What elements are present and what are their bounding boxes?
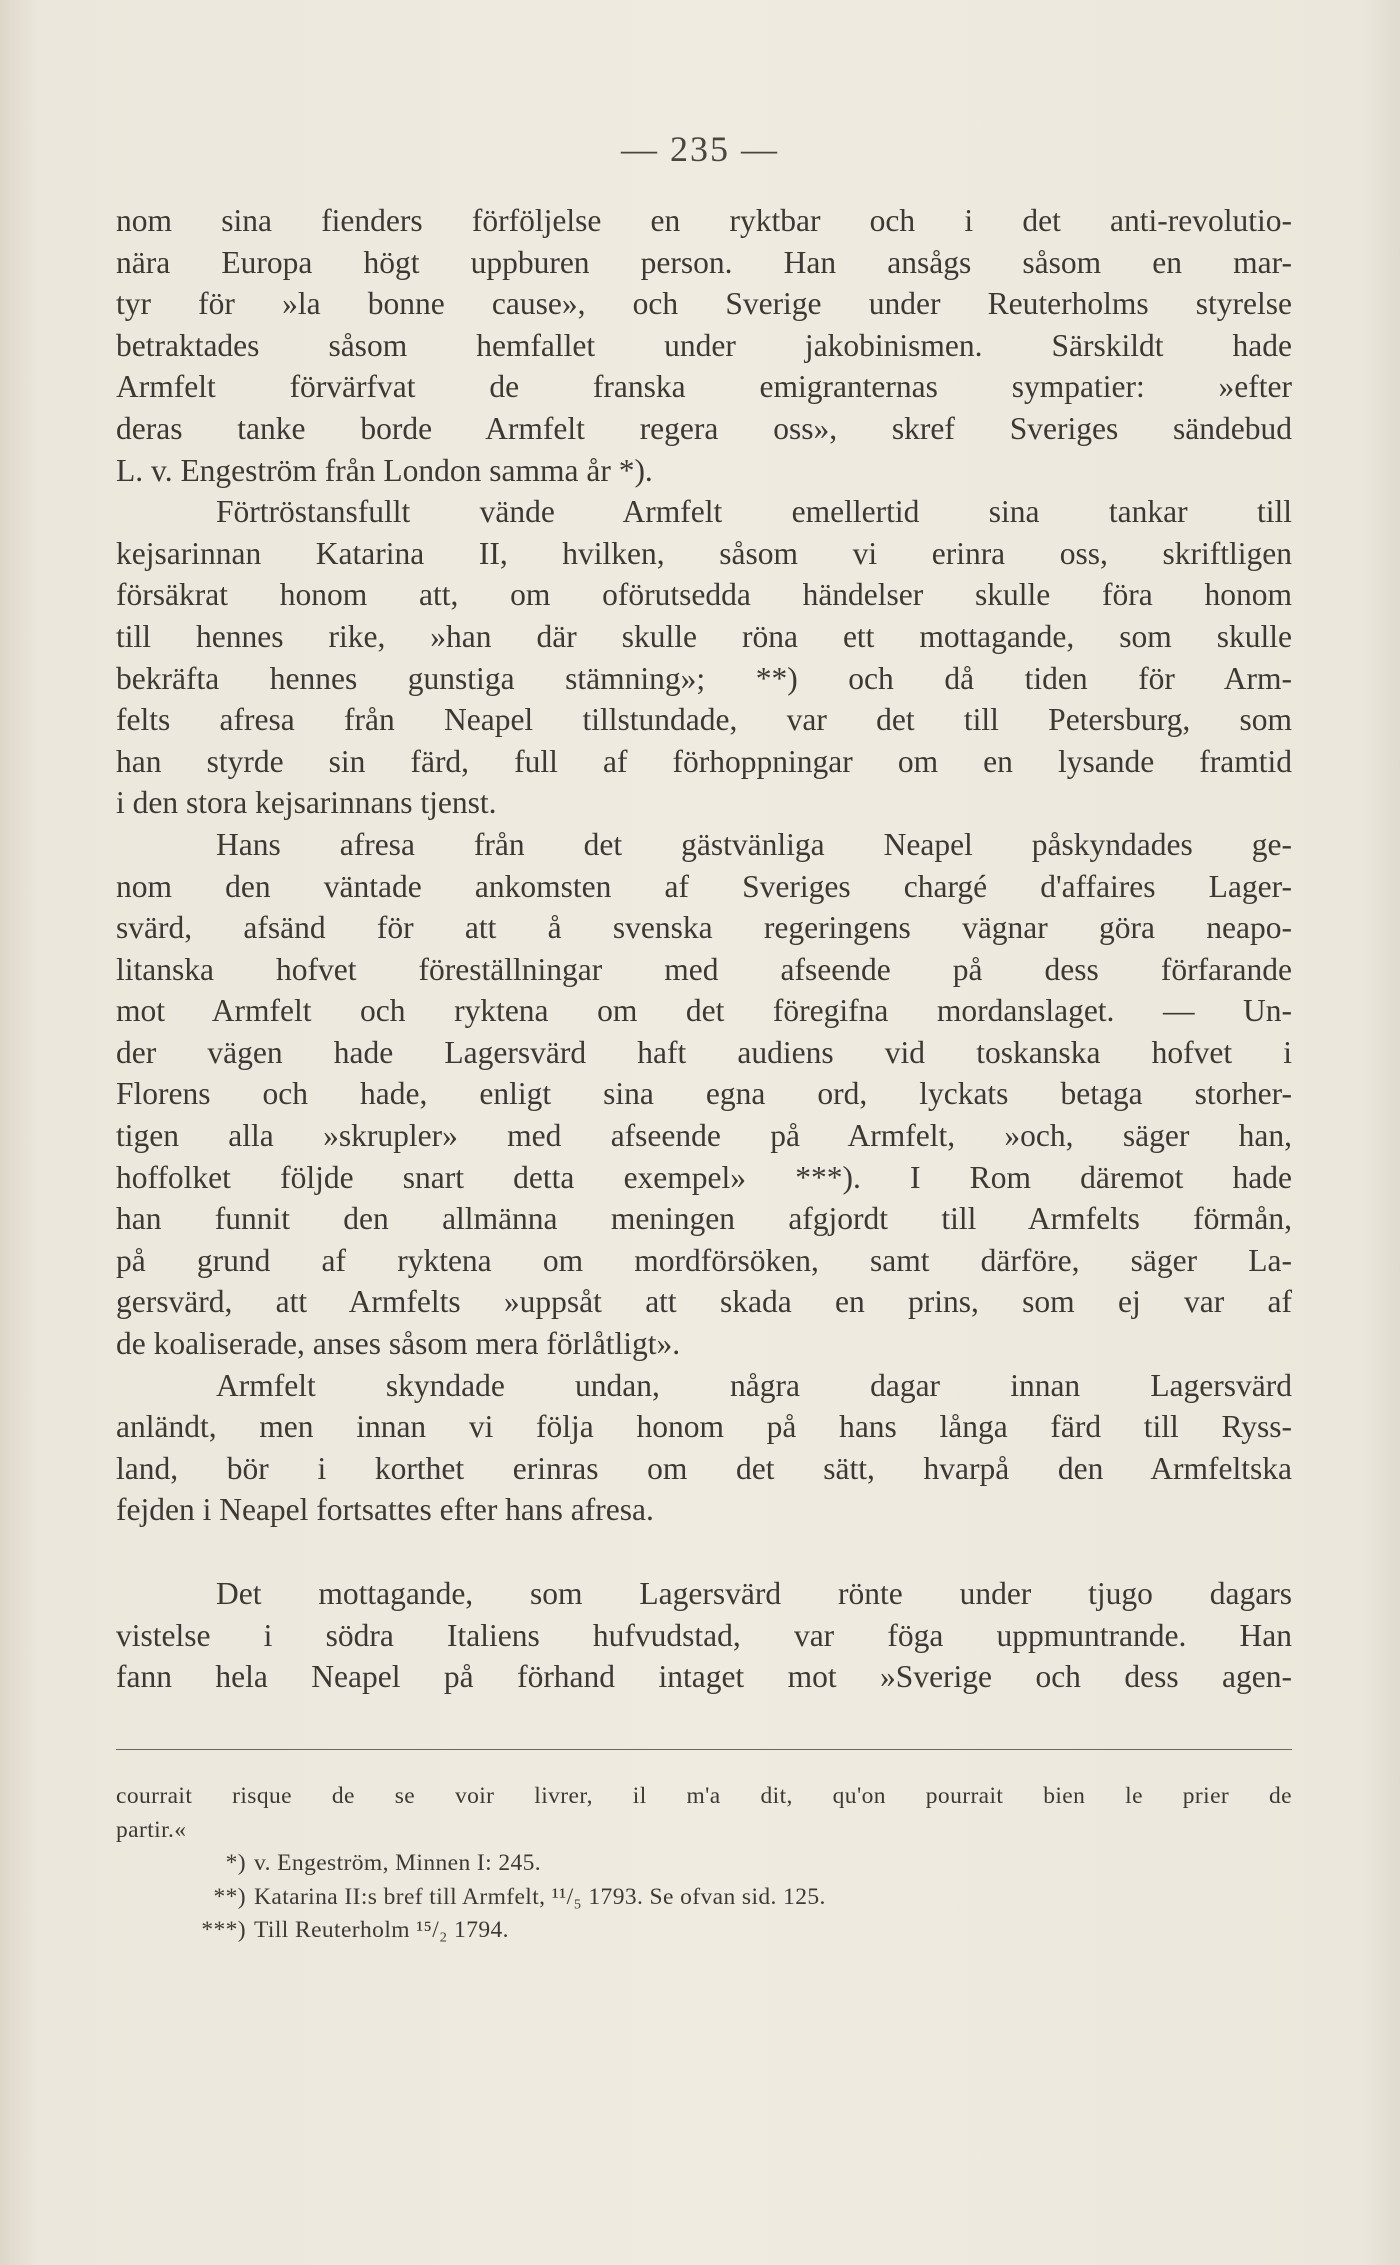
text-line: han styrde sin färd, full af förhoppningar om en lysande framtid xyxy=(116,743,1292,779)
text-line: tyr för »la bonne cause», och Sverige under Reuterholms styrelse xyxy=(116,286,1292,322)
text-line: de koaliserade, anses såsom mera förlåtligt». xyxy=(116,1326,681,1362)
text-line: anländt, men innan vi följa honom på hans långa färd till Ryss- xyxy=(116,1409,1292,1445)
text-line: Det mottagande, som Lagersvärd rönte under tjugo dagars xyxy=(216,1576,1292,1611)
text-line: deras tanke borde Armfelt regera oss», skref Sveriges sändebud xyxy=(116,410,1292,446)
footnote-text: Katarina II:s bref till Armfelt, ¹¹/₅ 1793. Se ofvan sid. 125. xyxy=(254,1883,826,1910)
text-line: felts afresa från Neapel tillstundade, var det till Petersburg, som xyxy=(116,702,1292,738)
text-line: kejsarinnan Katarina II, hvilken, såsom vi erinra oss, skriftligen xyxy=(116,535,1292,571)
text-line: der vägen hade Lagersvärd haft audiens vid toskanska hofvet i xyxy=(116,1034,1292,1070)
footnote-continuation-line: courrait risque de se voir livrer, il m'a dit, qu'on pourrait bien le prier de xyxy=(116,1783,1292,1809)
footnote-entry xyxy=(116,1881,1292,1915)
text-line: gersvärd, att Armfelts »uppsåt att skada en prins, som ej var af xyxy=(116,1284,1292,1320)
text-line: Armfelt förvärfvat de franska emigranternas sympatier: »efter xyxy=(116,369,1292,405)
text-line: betraktades såsom hemfallet under jakobinismen. Särskildt hade xyxy=(116,327,1292,363)
text-line: mot Armfelt och ryktena om det föregifna mordanslaget. — Un- xyxy=(116,993,1292,1029)
footnote-continuation-line: partir.« xyxy=(116,1816,187,1843)
text-line: nära Europa högt uppburen person. Han ansågs såsom en mar- xyxy=(116,244,1292,280)
footnote-entry xyxy=(116,1847,1292,1881)
text-line: Förtröstansfullt vände Armfelt emellertid sina tankar till xyxy=(216,494,1292,530)
footnote-text: Till Reuterholm ¹⁵/₂ 1794. xyxy=(254,1917,509,1943)
body-text xyxy=(116,200,1292,1698)
text-line: i den stora kejsarinnans tjenst. xyxy=(116,785,497,821)
footnote-entry xyxy=(116,1914,1292,1948)
text-line: litanska hofvet föreställningar med afseende på dess förfarande xyxy=(116,951,1292,987)
text-line: nom sina fienders förföljelse en ryktbar och i det anti-revolutio- xyxy=(116,203,1292,238)
footnote-divider xyxy=(116,1749,1292,1750)
text-line: tigen alla »skrupler» med afseende på Armfelt, »och, säger han, xyxy=(116,1118,1292,1154)
paragraph xyxy=(116,200,1292,491)
paragraph xyxy=(116,1573,1292,1698)
paragraph xyxy=(116,824,1292,1365)
footnote-mark: *) xyxy=(225,1850,246,1876)
text-line: på grund af ryktena om mordförsöken, samt därföre, säger La- xyxy=(116,1242,1292,1278)
text-line: Hans afresa från det gästvänliga Neapel påskyndades ge- xyxy=(216,826,1292,862)
text-line: Armfelt skyndade undan, några dagar innan Lagersvärd xyxy=(216,1367,1292,1403)
text-line: vistelse i södra Italiens hufvudstad, var föga uppmuntrande. Han xyxy=(116,1617,1292,1653)
paragraph xyxy=(116,1365,1292,1531)
text-line: hoffolket följde snart detta exempel» ***). I Rom däremot hade xyxy=(116,1159,1292,1195)
footnotes xyxy=(116,1780,1292,1948)
footnote-text: v. Engeström, Minnen I: 245. xyxy=(254,1850,542,1876)
text-line: land, bör i korthet erinras om det sätt, hvarpå den Armfeltska xyxy=(116,1450,1292,1486)
text-line: bekräfta hennes gunstiga stämning»; **) och då tiden för Arm- xyxy=(116,660,1292,696)
text-line: fejden i Neapel fortsattes efter hans afresa. xyxy=(116,1492,654,1528)
text-line: han funnit den allmänna meningen afgjordt till Armfelts förmån, xyxy=(116,1201,1292,1237)
footnote-mark: **) xyxy=(213,1883,246,1910)
text-line: L. v. Engeström från London samma år *). xyxy=(116,452,653,488)
section-break xyxy=(116,1531,1292,1573)
text-line: försäkrat honom att, om oförutsedda händelser skulle föra honom xyxy=(116,577,1292,613)
text-line: nom den väntade ankomsten af Sveriges chargé d'affaires Lager- xyxy=(116,868,1292,904)
text-line: Florens och hade, enligt sina egna ord, lyckats betaga storher- xyxy=(116,1076,1292,1112)
text-line: till hennes rike, »han där skulle röna ett mottagande, som skulle xyxy=(116,618,1292,654)
paragraph xyxy=(116,491,1292,824)
text-line: svärd, afsänd för att å svenska regeringens vägnar göra neapo- xyxy=(116,910,1292,946)
footnote-mark: ***) xyxy=(201,1917,246,1943)
page-number: — 235 — xyxy=(621,129,779,169)
text-line: fann hela Neapel på förhand intaget mot »Sverige och dess agen- xyxy=(116,1659,1292,1695)
